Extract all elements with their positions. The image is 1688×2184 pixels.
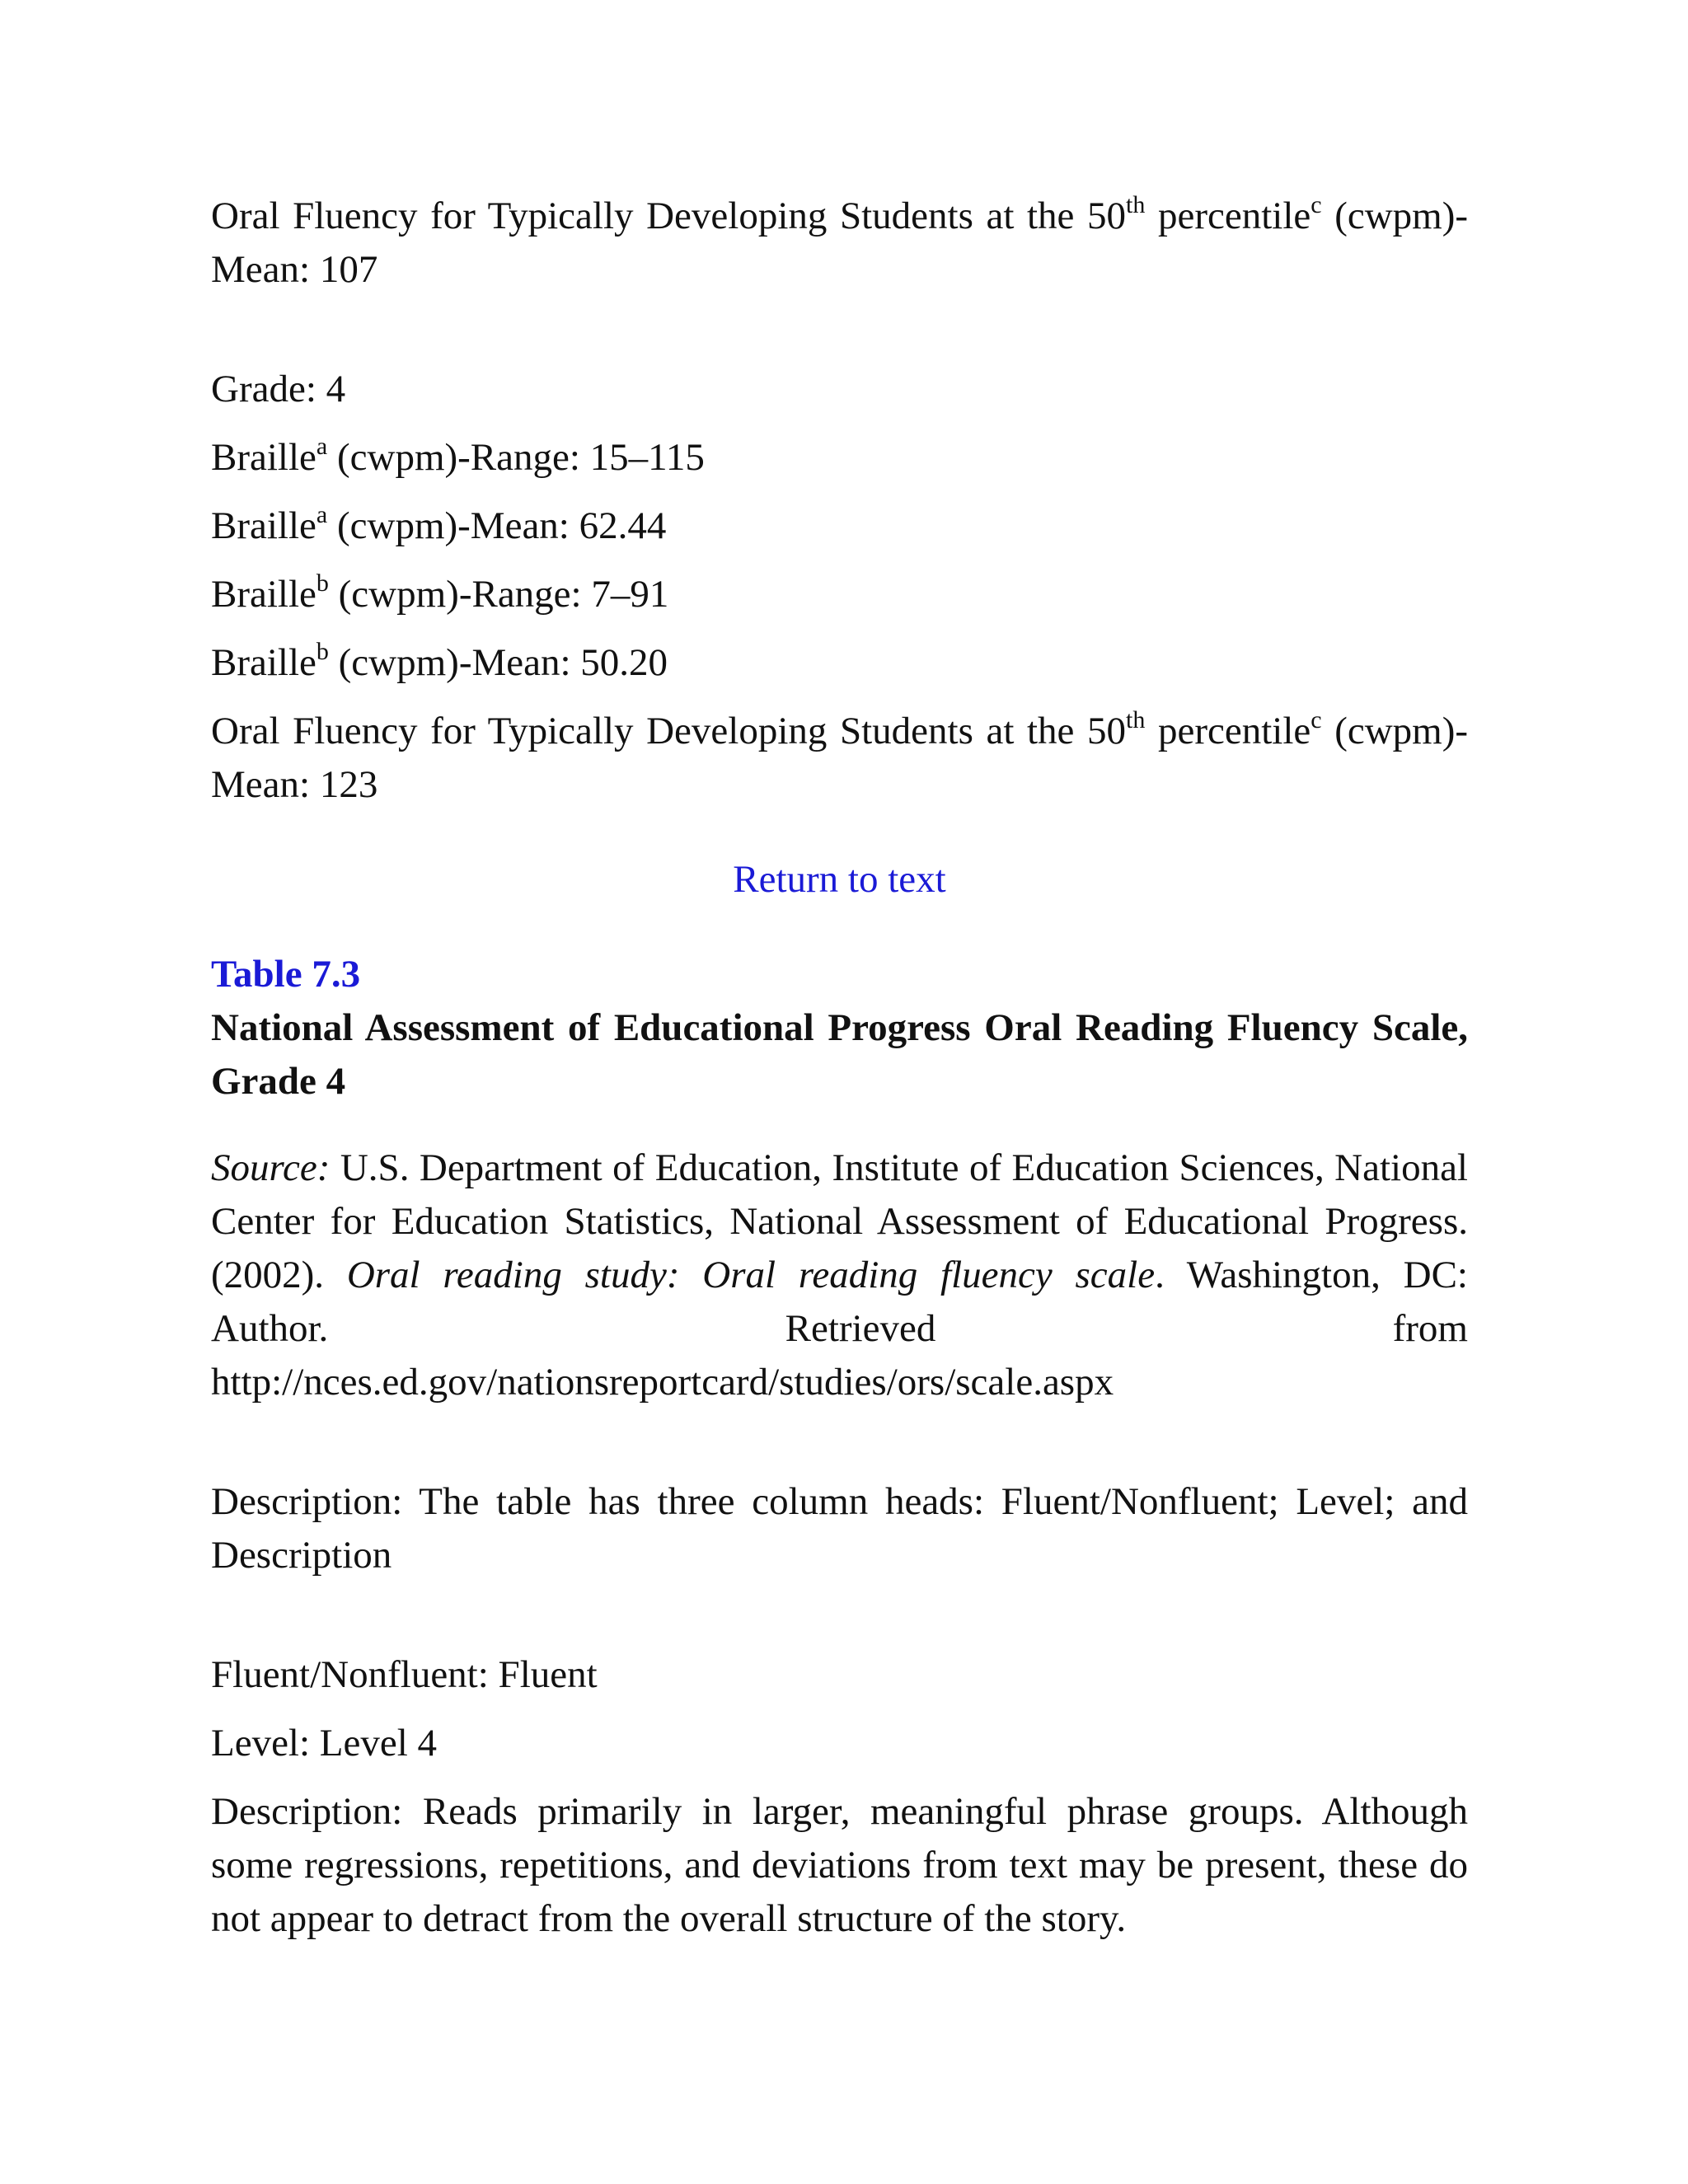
fluency-text: Oral Fluency for Typically Developing Students at the 50 — [211, 194, 1127, 237]
fluency-grade3-paragraph — [211, 190, 1468, 297]
grade-label: Grade: 4 — [211, 368, 346, 410]
source-citation — [211, 1141, 1468, 1409]
source-label: Source: — [211, 1146, 331, 1189]
source-text-2: . Washington, DC: Author. Retrieved from http://nces.ed.gov/nationsreportcard/studies/ors/scale.aspx — [211, 1254, 1468, 1404]
braille-word: Braille — [211, 436, 316, 479]
superscript-a: a — [316, 433, 328, 460]
row-fluent: Fluent/Nonfluent: Fluent — [211, 1653, 598, 1696]
source-title: Oral reading study: Oral reading fluency scale — [346, 1254, 1156, 1296]
superscript-c: c — [1311, 191, 1322, 218]
superscript-th: th — [1126, 706, 1146, 733]
table-label: Table 7.3 — [211, 953, 361, 996]
table-title: National Assessment of Educational Progress Oral Reading Fluency Scale, Grade 4 — [211, 1006, 1468, 1103]
braille-b-range — [211, 568, 1468, 621]
row-level: Level: Level 4 — [211, 1722, 438, 1765]
fluency-mean: (cwpm)-Mean: 123 — [211, 710, 1469, 806]
document-page — [211, 190, 1468, 1946]
source-text-1: U.S. Department of Education, Institute of Education Sciences, National Center for Education Statistics, National Assessment of Educational Progress. (2002). — [211, 1146, 1468, 1296]
fluency-text: Oral Fluency for Typically Developing Students at the 50 — [211, 710, 1127, 752]
percentile-word: percentile — [1157, 194, 1311, 237]
percentile-word: percentile — [1157, 710, 1311, 752]
fluency-grade4-paragraph — [211, 705, 1468, 812]
braille-a-range — [211, 431, 1468, 485]
superscript-b: b — [316, 638, 329, 665]
superscript-th: th — [1126, 191, 1146, 218]
table-description: Description: The table has three column heads: Fluent/Nonfluent; Level; and Description — [211, 1480, 1468, 1577]
braille-b-mean — [211, 636, 1468, 690]
row-description: Description: Reads primarily in larger, meaningful phrase groups. Although some regressions, repetitions, and deviations from text may be present, these do not appear to detract from the overall structure of the story. — [211, 1790, 1468, 1940]
braille-a-mean — [211, 499, 1468, 553]
braille-word: Braille — [211, 573, 316, 616]
braille-word: Braille — [211, 641, 316, 684]
braille-b-mean-text: (cwpm)-Mean: 50.20 — [328, 641, 668, 684]
braille-b-range-text: (cwpm)-Range: 7–91 — [328, 573, 669, 616]
braille-a-mean-text: (cwpm)-Mean: 62.44 — [327, 504, 667, 547]
superscript-c: c — [1311, 706, 1322, 733]
fluency-mean: (cwpm)-Mean: 107 — [211, 194, 1469, 291]
braille-a-range-text: (cwpm)-Range: 15–115 — [327, 436, 705, 479]
superscript-a: a — [316, 501, 328, 528]
braille-word: Braille — [211, 504, 316, 547]
spacer — [211, 297, 1468, 363]
return-to-text-link[interactable]: Return to text — [733, 858, 946, 901]
superscript-b: b — [316, 569, 329, 597]
